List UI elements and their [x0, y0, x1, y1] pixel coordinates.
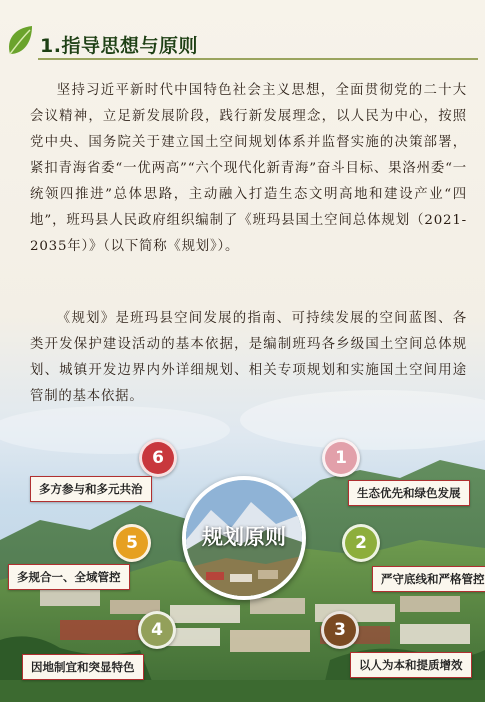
- leaf-icon: [6, 24, 36, 58]
- principles-center-label: 规划原则: [202, 525, 286, 549]
- paragraph-guiding-ideology: 坚持习近平新时代中国特色社会主义思想，全面贯彻党的二十大会议精神，立足新发展阶段，践行新发展理念，以人民为中心，按照党中央、国务院关于建立国土空间规划体系并监督实施的决策部署，紧扣青海省委“一优两高”“六个现代化新青海”奋斗目标、果洛州委“一统领四推进”总体思路，主动融入打造生态文明高地和建设产业“四地”，班玛县人民政府组织编制了《班玛县国土空间总体规划（2021-2035年）》（以下简称《规划》）。: [30, 83, 467, 254]
- principle-label-3: 以人为本和提质增效: [350, 652, 472, 678]
- section-header: [0, 22, 485, 68]
- principle-label-4: 因地制宜和突显特色: [22, 654, 144, 680]
- principle-number-2: 2: [342, 524, 380, 562]
- principle-label-2: 严守底线和严格管控: [372, 566, 485, 592]
- principle-number-4: 4: [138, 611, 176, 649]
- title-divider: [38, 58, 478, 60]
- paragraph-plan-role: 《规划》是班玛县空间发展的指南、可持续发展的空间蓝图、各类开发保护建设活动的基本依据，是编制班玛各乡级国土空间总体规划、城镇开发边界内外详细规划、相关专项规划和实施国土空间用途管制的基本依据。: [30, 311, 467, 404]
- principle-label-6: 多方参与和多元共治: [30, 476, 152, 502]
- principle-number-5: 5: [113, 524, 151, 562]
- principle-number-1: 1: [322, 439, 360, 477]
- principle-label-1: 生态优先和绿色发展: [348, 480, 470, 506]
- principle-label-5: 多规合一、全域管控: [8, 564, 130, 590]
- section-number: 1.: [40, 35, 62, 57]
- principle-number-3: 3: [321, 611, 359, 649]
- section-title-text: 指导思想与原则: [61, 35, 198, 57]
- principles-center-image: [182, 476, 306, 600]
- section-title: [40, 31, 198, 58]
- principle-number-6: 6: [139, 439, 177, 477]
